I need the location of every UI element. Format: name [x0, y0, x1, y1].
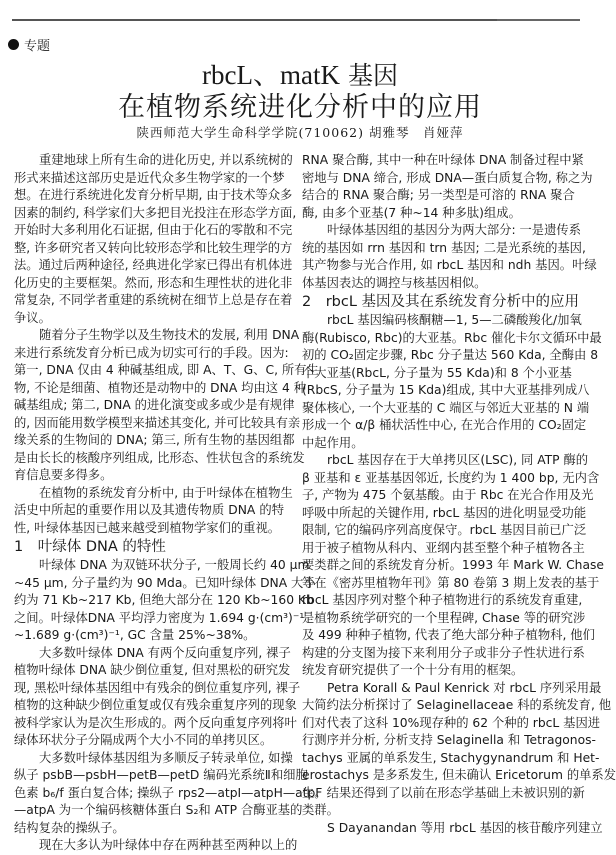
paragraph: [302, 452, 604, 680]
text-line: 大简约法分析探讨了 Selaginellaceae 科的系统发育, 他: [302, 698, 612, 712]
text-line: (RbcS, 分子量为 15 Kda)组成, 其中大亚基排列成八: [302, 383, 590, 397]
text-line: 因素的制约, 科学家们大多把目光投注在形态学方面,: [14, 205, 297, 220]
text-line: 大多数叶绿体 DNA 有两个反向重复序列, 裸子: [39, 645, 291, 660]
section-tag-label: 专题: [24, 39, 51, 54]
text-line: 统的基因如 rrn 基因和 trn 基因; 二是光系统的基因,: [302, 240, 586, 255]
text-line: 法。通过后两种途径, 经典进化学家已得出有机体进: [14, 258, 293, 272]
text-line: 植物叶绿体 DNA 缺少倒位重复, 但对黑松的研究发: [14, 663, 291, 677]
text-line: 酶, 由多个亚基(7 种~14 种多肽)组成。: [302, 205, 521, 220]
text-line: 形成一个 α/β 桶状活性中心, 在光合作用的 CO₂固定: [302, 418, 587, 432]
text-line: 密地与 DNA 缔合, 形成 DNA—蛋白质复合物, 称之为: [302, 170, 593, 185]
header-rule: [12, 19, 497, 21]
text-line: 重建地球上所有生命的进化历史, 并以系统树的: [39, 153, 293, 167]
paragraph: [14, 152, 297, 327]
text-line: 纵子 psbB—psbH—petB—petD 编码光系统Ⅱ和细胞: [14, 768, 308, 782]
text-line: 结构复杂的操纵子。: [14, 820, 125, 835]
text-line: 行测序并分析, 分析支持 Selaginella 和 Tetragonos-: [302, 733, 596, 747]
text-line: 争议。: [14, 310, 51, 325]
section-tag: [8, 35, 50, 54]
paragraph: [14, 557, 316, 645]
text-line: 生。结果还得到了以前在形态学基础上未被识别的新: [302, 785, 585, 800]
text-line: S Dayanandan 等用 rbcL 基因的核苷酸序列建立: [327, 820, 603, 835]
article-title-line1: [0, 60, 600, 91]
text-line: β 亚基和 ε 亚基基因邻近, 长度约为 1 400 bp, 无内含: [302, 470, 600, 485]
text-line: 随着分子生物学以及生物技术的发展, 利用 DNA: [39, 328, 300, 342]
text-line: 子, 产物为 475 个氨基酸。由于 Rbc 在光合作用及光: [302, 488, 594, 502]
text-line: 及 499 种种子植物, 代表了绝大部分种子植物科, 他们: [302, 628, 595, 642]
text-line: 缘关系的生物间的 DNA; 第三, 所有生物的基因组都: [14, 433, 295, 447]
text-line: 整, 许多研究者又转向比较形态学和比较生理学的方: [14, 240, 293, 255]
text-line: RNA 聚合酶, 其中一种在叶绿体 DNA 制备过程中紧: [302, 153, 584, 167]
text-line: 色素 b₆/f 蛋白复合体; 操纵子 rps2—atpI—atpH—atpF: [14, 785, 323, 800]
right-column: [302, 152, 616, 837]
text-line: 酶(Rubisco, Rbc)的大亚基。Rbc 催化卡尔文循环中最: [302, 330, 602, 345]
text-line: 育信息要多得多。: [14, 468, 113, 482]
paragraph: [14, 645, 301, 750]
text-line: 大多数叶绿体基因组为多顺反子转录单位, 如操: [39, 750, 293, 765]
text-line: 之间。叶绿体DNA 平均浮力密度为 1.694 g·(cm³)⁻¹: [14, 610, 305, 625]
paragraph: [302, 222, 597, 292]
article-title-line2: 在植物系统进化分析中的应用: [118, 92, 482, 123]
paragraph: [302, 152, 593, 222]
text-line: 聚体核心, 一个大亚基的 C 端区与邻近大亚基的 N 端: [302, 400, 590, 415]
text-line: erostachys 是多系发生, 但未确认 Ericetorum 的单系发: [302, 768, 616, 782]
text-line: 是植物系统学研究的一个里程碑, Chase 等的研究涉: [302, 610, 586, 625]
paragraph: [302, 820, 603, 838]
text-line: 化历史的主要框架。然而, 形态和生理性状的进化非: [14, 275, 293, 290]
text-line: 叶绿体 DNA 为双链环状分子, 一般周长约 40 μm: [39, 558, 310, 572]
text-line: 其产物参与光合作用, 如 rbcL 基因和 ndh 基因。叶绿: [302, 258, 597, 272]
text-line: 活史中所起的重要作用以及其遗传物质 DNA 的特: [14, 503, 284, 517]
text-line: 现在大多认为叶绿体中存在两种甚至两种以上的: [39, 838, 298, 852]
text-line: 等在《密苏里植物年刊》第 80 卷第 3 期上发表的基于: [302, 575, 600, 590]
paragraph: [302, 312, 602, 452]
text-line: 是由长长的核酸序列组成, 比形态、性状包含的系统发: [14, 450, 305, 465]
text-line: 限制, 它的编码序列高度保守。rbcL 基因目前已广泛: [302, 523, 587, 537]
paragraph: [14, 327, 319, 485]
text-line: 被科学家认为是次生形成的。两个反向重复序列将叶: [14, 715, 297, 730]
text-line: 构建的分支图为接下来利用分子或非分子性状进行系: [302, 645, 585, 660]
text-line: 来进行系统发育分析已成为切实可行的手段。因为:: [14, 345, 289, 360]
text-line: ~1.689 g·(cm³)⁻¹, GC 含量 25%~38%。: [14, 628, 256, 642]
text-line: 形式来描述这部历史是近代众多生物学家的一个梦: [14, 170, 285, 185]
section-heading: 2 rbcL 基因及其在系统发育分析中的应用: [302, 294, 580, 310]
article-authors: 陕西师范大学生命科学学院(710062) 胡雅琴 肖娅萍: [136, 125, 464, 140]
text-line: 现, 黑松叶绿体基因组中有残余的倒位重复序列, 裸子: [14, 680, 301, 695]
text-line: rbcL 基因存在于大单拷贝区(LSC), 同 ATP 酶的: [327, 453, 589, 467]
text-line: 想。在进行系统进化发育分析早期, 由于技术等众多: [14, 188, 293, 202]
text-line: 约为 71 Kb~217 Kb, 但绝大部分在 120 Kb~160 Kb: [14, 593, 314, 607]
text-line: 植物的这种缺少倒位重复或仅有残余重复序列的现象: [14, 698, 297, 712]
text-line: 第一, DNA 仅由 4 种碱基组成, 即 A、T、G、C, 所有生: [14, 363, 319, 377]
text-line: 中起作用。: [302, 435, 364, 450]
text-line: rbcL 基因序列对整个种子植物进行的系统发育重建,: [302, 593, 583, 607]
text-line: 个大亚基(RbcL, 分子量为 55 Kda)和 8 个小亚基: [302, 365, 572, 380]
paragraph: [14, 837, 298, 855]
text-line: tachys 亚属的单系发生, Stachygynandrum 和 Het-: [302, 750, 600, 765]
text-line: 体基因表达的调控与核基因相似。: [302, 275, 487, 290]
text-line: 物, 不论是细菌、植物还是动物中的 DNA 均由这 4 种: [14, 380, 306, 395]
title-gene-word: 基因: [340, 61, 398, 90]
title-gene-names: rbcL、matK: [202, 60, 340, 90]
text-line: 结合的 RNA 聚合酶; 另一类型是可溶的 RNA 聚合: [302, 188, 575, 202]
section-heading: 1 叶绿体 DNA 的特性: [14, 539, 166, 555]
text-line: 开始时大多利用化石证据, 但由于化石的零散和不完: [14, 223, 293, 237]
text-line: 统发育研究提供了一个十分有用的框架。: [302, 663, 524, 677]
text-line: 碱基组成; 第二, DNA 的进化演变或多或少是有规律: [14, 398, 295, 412]
text-line: —atpA 为一个编码核糖体蛋白 S₂和 ATP 合酶亚基的: [14, 803, 303, 817]
text-line: ~45 μm, 分子量约为 90 Mda。已知叶绿体 DNA 大小: [14, 575, 316, 590]
text-line: 呼吸中所起的关键作用, rbcL 基因的进化明显受功能: [302, 505, 587, 520]
text-line: 在植物的系统发育分析中, 由于叶绿体在植物生: [39, 485, 293, 500]
text-line: Petra Korall & Paul Kenrick 对 rbcL 序列采用最: [327, 680, 602, 695]
bullet-icon: [8, 39, 19, 50]
text-line: 的, 因而能用数学模型来描述其变化, 并可比较具有亲: [14, 415, 301, 430]
text-line: 们对代表了这科 10%现存种的 62 个种的 rbcL 基因进: [302, 715, 601, 730]
text-line: 性, 叶绿体基因已越来越受到植物学家们的重视。: [14, 520, 281, 535]
paragraph: [14, 485, 293, 538]
text-line: 叶绿体基因组的基因分为两大部分: 一是遗传系: [327, 223, 581, 237]
text-line: 类群。: [302, 803, 339, 817]
text-line: 常复杂, 不同学者重建的系统树在细节上总是存在着: [14, 293, 293, 307]
text-line: 要类群之间的系统发育分析。1993 年 Mark W. Chase: [302, 558, 604, 572]
text-line: rbcL 基因编码核酮糖—1, 5—二磷酸羧化/加氧: [327, 313, 582, 327]
paragraph: [302, 680, 616, 820]
header-rule-end: [497, 19, 580, 21]
text-line: 用于被子植物从科内、亚纲内甚至整个种子植物各主: [302, 540, 585, 555]
text-line: 绿体环状分子分隔成两个大小不同的单拷贝区。: [14, 733, 273, 747]
text-line: 初的 CO₂固定步骤, Rbc 分子量达 560 Kda, 全酶由 8: [302, 348, 599, 362]
